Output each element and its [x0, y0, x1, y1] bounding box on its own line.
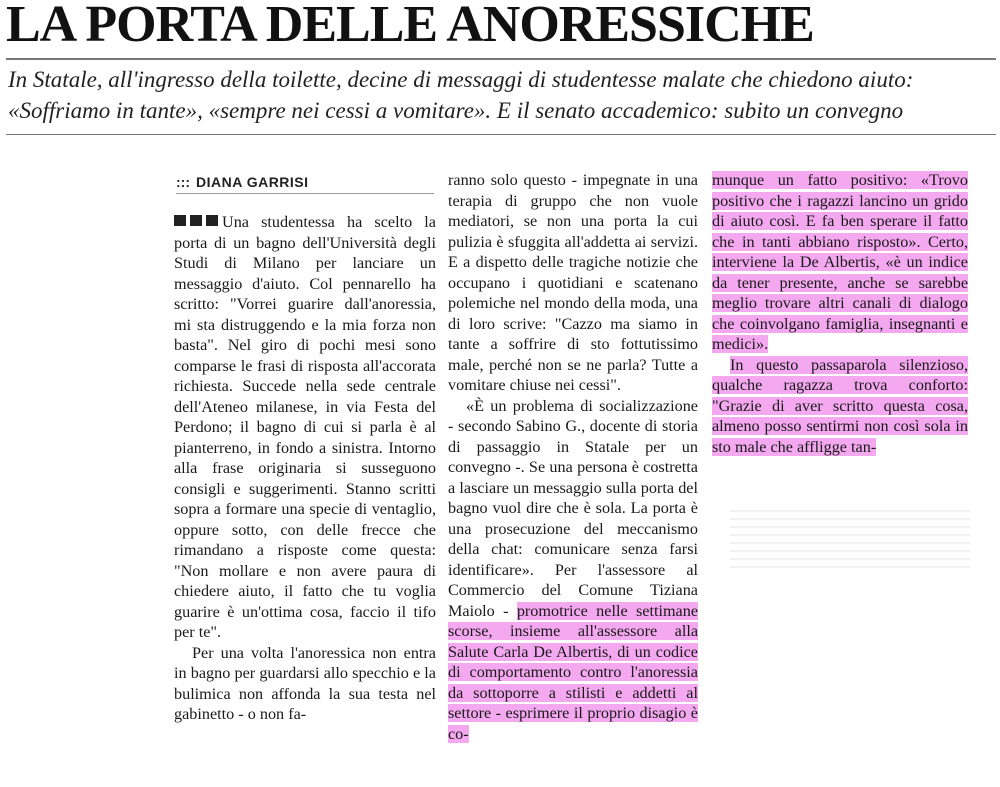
paragraph-2-cont: ranno solo questo - impegnate in una terapia di gruppo che non vuole mediatori, se non una porta la cui pulizia è sfuggita all'addetta ai servizi. E a dispetto delle tragiche notizie che occupano i quotidiani e scatenano polemiche nel mondo della moda, una di loro scrive: "Cazzo ma siamo in tante a soffrire di sto fottutissimo male, perché non se ne parla? Tutte a vomitare chiuse nei cessi". [448, 171, 698, 394]
show-through-text [730, 510, 970, 570]
headline-rule [6, 58, 996, 60]
article-column-3 [712, 170, 968, 457]
subheadline: In Statale, all'ingresso della toilette, decine di messaggi di studentesse malate che chiedono aiuto: «Soffriamo in tante», «sempre nei cessi a vomitare». E il senato accademico: subito un convegno [8, 67, 914, 123]
lead-marker-icon [174, 215, 218, 226]
paragraph-3-cont [712, 170, 968, 355]
paragraph-intro [174, 212, 436, 643]
paragraph-4-lead: In questo passaparola silenzioso, [730, 355, 968, 374]
byline-rule [176, 193, 434, 194]
highlighted-passage: promotrice nelle settimane scorse, insieme all'assessore alla Salute Carla De Albertis, di un codice di comportamento contro l'anoressia da sottoporre a stilisti e addetti al settore - esprimere il proprio disagio è co- [448, 601, 698, 743]
paragraph-4 [712, 355, 968, 458]
byline [176, 174, 309, 190]
byline-marker: ::: [176, 174, 190, 190]
article-column-2 [448, 170, 698, 744]
byline-author: DIANA GARRISI [196, 174, 309, 190]
article-column-1 [174, 212, 436, 725]
paragraph-3-text: «È un problema di socializzazione - secondo Sabino G., docente di storia di passaggio in Statale per un convegno -. Se una persona è costretta a lasciare un messaggio sulla porta del bagno vuol dire che è sola. La porta è una prosecuzione del meccanismo della chat: comunicare senza farsi identificare». Per l'assessore al Commercio del Comune Tiziana Maiolo - [448, 396, 698, 620]
highlighted-passage-2: qualche ragazza trova conforto: "Grazie di aver scritto questa cosa, almeno posso sentirmi non così sola in sto male che affligge tan- [712, 376, 968, 456]
paragraph-2-start: Per una volta l'anoressica non entra in bagno per guardarsi allo specchio e la bulimica non affonda la sua testa nel gabinetto - o non fa- [174, 643, 436, 723]
paragraph-intro-text: Una studentessa ha scelto la porta di un bagno dell'Università degli Studi di Milano per lanciare un messaggio d'aiuto. Col pennarello ha scritto: "Vorrei guarire dall'anoressia, mi sta distruggendo e la mia forza non basta". Nel giro di pochi mesi sono comparse le frasi di risposta all'accorata richiesta. Succede nella sede centrale dell'Ateneo milanese, in via Festa del Perdono; il bagno di cui si parla è al pianterreno, in fondo a sinistra. Intorno alla frase originaria si susseguono consigli e suggerimenti. Stanno scritti sopra a formare una specie di ventaglio, oppure sotto, con delle frecce che rimandano a risposte come questa: "Non mollare e non avere paura di chiedere aiuto, il fatto che tu voglia guarire è un'ottima cosa, faccio il tifo per te". [174, 213, 436, 641]
highlighted-passage-cont: munque un fatto positivo: «Trovo positivo che i ragazzi lancino un grido di aiuto così. E fa ben sperare il fatto che in tanti abbiano risposto». Certo, interviene la De Albertis, «è un indice da tener presente, anche se sarebbe meglio trovare altri canali di dialogo che coinvolgano famiglia, insegnanti e medici». [712, 171, 968, 353]
paragraph-3 [448, 396, 698, 745]
subheadline-rule [6, 134, 996, 135]
headline: LA PORTA DELLE ANORESSICHE [6, 0, 814, 53]
